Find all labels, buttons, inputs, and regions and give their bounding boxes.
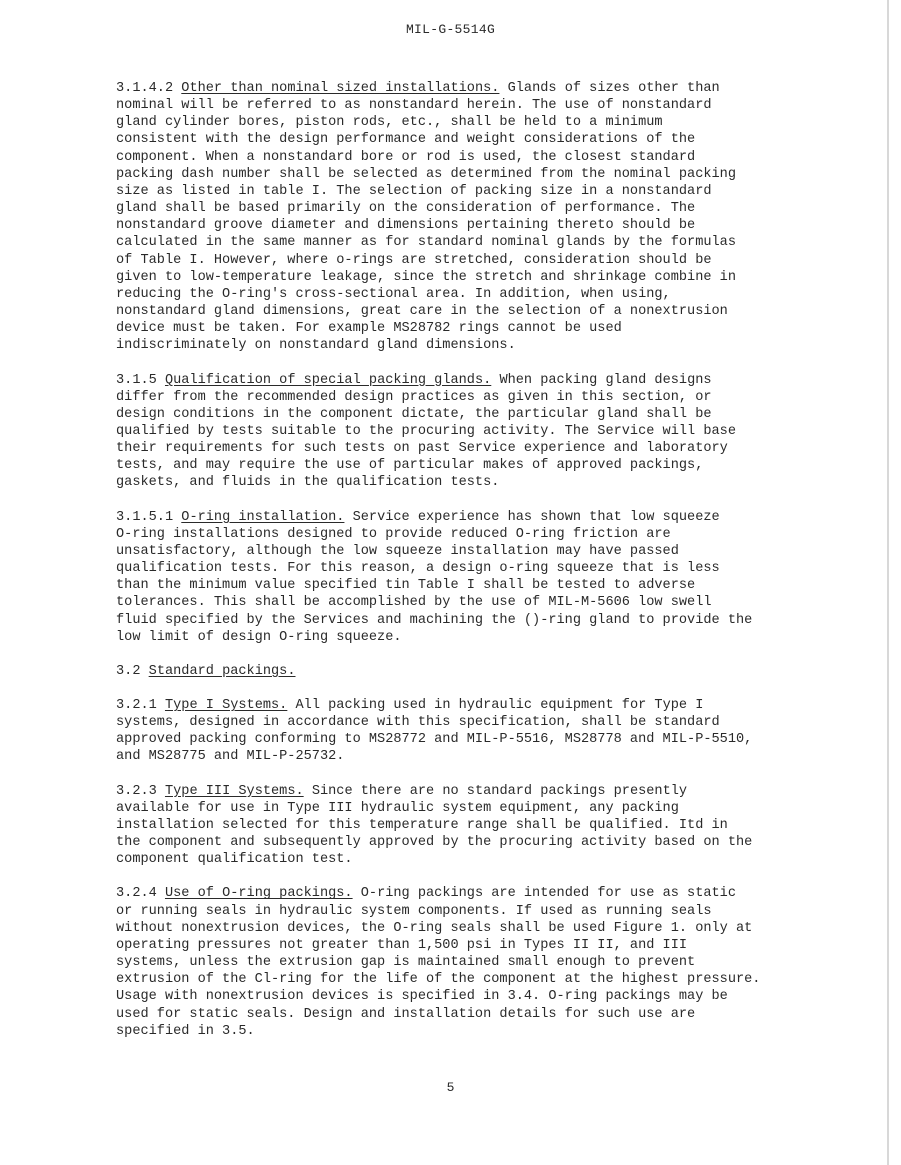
section-title: Type III Systems. [164,783,304,799]
section-number: 3.2.4 [116,886,157,902]
page-number: 5 [446,1080,455,1095]
section-title: Standard packings. [148,663,296,679]
section-body: When packing gland designs differ from the recommended design practices as given in this section, or design conditions in the component dictate, the particular gland shall be qualified by tests suitable to the procuring activity. The Service will base their requirements for such tests on past Service experience and laboratory tests, and may require the use of particular makes of approved packings, gaskets, and fluids in the qualification tests. [116,372,736,491]
paragraph-3-2-3 [116,783,796,869]
section-title: Qualification of special packing glands. [164,372,492,388]
section-number: 3.2.3 [116,783,157,799]
section-body: Glands of sizes other than nominal will be referred to as nonstandard herein. The use of nonstandard gland cylinder bores, piston rods, etc., shall be held to a minimum consistent with the design performance and weight considerations of the component. When a nonstandard bore or rod is used, the closest standard packing dash number shall be selected as determined from the nominal packing size as listed in table I. The selection of packing size in a nonstandard gland shall be based primarily on the consideration of performance. The nonstandard groove diameter and dimensions pertaining thereto should be calculated in the same manner as for standard nominal glands by the formulas of Table I. However, where o-rings are stretched, consideration should be given to low-temperature leakage, since the stretch and shrinkage combine in reducing the O-ring's cross-sectional area. In addition, when using, nonstandard gland dimensions, great care in the selection of a nonextrusion device must be taken. For example MS28782 rings cannot be used indiscriminately on nonstandard gland dimensions. [116,81,736,354]
section-title: Type I Systems. [164,698,288,713]
paragraph-3-2-1 [116,697,796,766]
paragraph-3-1-4-2 [116,80,796,355]
section-title: Use of O-ring packings. [164,886,353,902]
section-title: Other than nominal sized installations. [181,81,500,96]
section-number: 3.1.4.2 [116,81,174,96]
section-body: All packing used in hydraulic equipment for Type I systems, designed in accordance with this specification, shall be standard approved packing conforming to MS28772 and MIL-P-5516, MS28778 and MIL-P-5510, and MS28775 and MIL-P-25732. [116,698,753,765]
document-id-header: MIL-G-5514G [405,22,496,37]
section-body: O-ring packings are intended for use as static or running seals in hydraulic system components. If used as running seals without nonextrusion devices, the O-ring seals shall be used Figure 1. only at operating pressures not greater than 1,500 psi in Types II II, and III systems, unless the extrusion gap is maintained small enough to prevent extrusion of the Cl-ring for the life of the component at the highest pressure. Usage with nonextrusion devices is specified in 3.4. O-ring packings may be used for static seals. Design and installation details for such use are specified in 3.5. [116,886,761,1039]
document-body [116,80,796,1057]
page-edge [887,0,889,1165]
paragraph-3-1-5-1 [116,509,796,646]
paragraph-3-1-5 [116,372,796,492]
section-number: 3.2 [116,663,141,679]
section-body: Service experience has shown that low squeeze O-ring installations designed to provide reduced O-ring friction are unsatisfactory, although the low squeeze installation may have passed qualification tests. For this reason, a design o-ring squeeze that is less than the minimum value specified tin Table I shall be tested to adverse tolerances. This shall be accomplished by the use of MIL-M-5606 low swell fluid specified by the Services and machining the ()-ring gland to provide the low limit of design O-ring squeeze. [116,509,753,645]
section-title: O-ring installation. [181,509,345,525]
section-body: Since there are no standard packings presently available for use in Type III hydraulic system equipment, any packing installation selected for this temperature range shall be qualified. Itd in the component and subsequently approved by the procuring activity based on the component qualification test. [116,783,753,868]
section-number: 3.1.5.1 [116,509,174,525]
paragraph-3-2 [116,663,796,680]
paragraph-3-2-4 [116,885,796,1039]
section-number: 3.1.5 [116,372,157,388]
section-number: 3.2.1 [116,698,157,713]
